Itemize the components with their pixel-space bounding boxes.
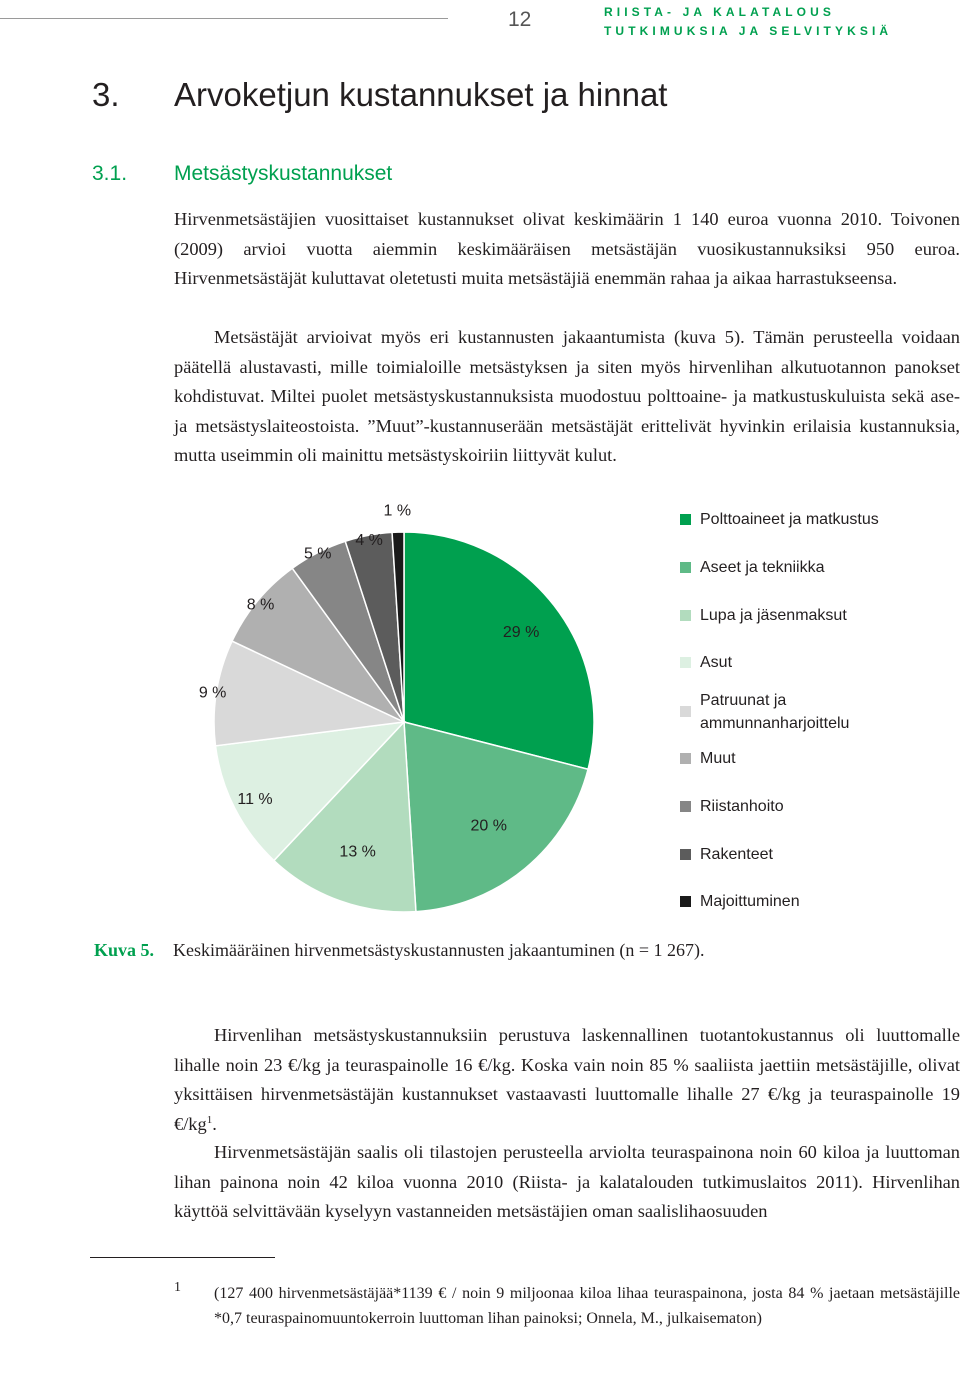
legend-label: Riistanhoito <box>700 798 784 815</box>
caption-label: Kuva 5. <box>94 940 155 960</box>
figure-caption <box>94 940 705 961</box>
slice-data-label: 4 % <box>355 532 383 550</box>
subsection-number: 3.1. <box>92 162 128 185</box>
legend-swatch <box>680 706 691 717</box>
series-title-line2: TUTKIMUKSIA JA SELVITYKSIÄ <box>604 24 893 38</box>
footnote-reference: 1 <box>206 1113 213 1126</box>
legend-swatch <box>680 753 691 764</box>
legend-label: Majoittuminen <box>700 893 800 910</box>
legend-label: Muut <box>700 750 736 767</box>
legend-label: Polttoaineet ja matkustus <box>700 511 879 528</box>
section-number: 3. <box>92 76 120 113</box>
slice-data-label: 13 % <box>339 843 376 861</box>
page-number: 12 <box>508 8 532 31</box>
footnote-text: (127 400 hirvenmetsästäjää*1139 € / noin 9 miljoonaa kiloa lihaa teuraspainona, josta 84 % jaetaan metsästäjille *0,7 teuraspainomuuntokerroin luuttoman lihan painoksi; Onnela, M., julkaisematon) <box>214 1285 960 1327</box>
legend-label: Asut <box>700 654 733 671</box>
subsection-title: Metsästyskustannukset <box>174 162 393 185</box>
paragraph-3-text: Hirvenlihan metsästyskustannuksiin perustuva laskennallinen tuotantokustannus oli luuttomalle lihalle noin 23 €/kg ja teuraspainolle 16 €/kg. Koska vain noin 85 % saaliista jaettiin metsästäjille, olivat yksittäisen hirvenmetsästäjän kustannukset vastaavasti luuttomalle lihalle 27 €/kg ja teuraspainolle 19 €/kg <box>174 1025 960 1134</box>
slice-data-label: 20 % <box>470 817 508 835</box>
slice-data-label: 9 % <box>198 684 227 702</box>
section-title: Arvoketjun kustannukset ja hinnat <box>174 76 668 113</box>
legend-swatch <box>680 849 691 860</box>
legend-swatch <box>680 514 691 525</box>
legend-label: Lupa ja jäsenmaksut <box>700 607 847 624</box>
legend-label: Rakenteet <box>700 846 773 863</box>
series-title-line1: RIISTA- JA KALATALOUS <box>604 5 835 19</box>
legend-label: Patruunat ja ammunnanharjoittelu <box>700 692 850 732</box>
footnote-number: 1 <box>174 1280 181 1295</box>
legend-swatch <box>680 562 691 573</box>
paragraph-4: Hirvenmetsästäjän saalis oli tilastojen perusteella arviolta teuraspainona noin 60 kiloa ja luuttoman lihan painona noin 42 kiloa vuonna 2010 (Riista- ja kalatalouden tutkimuslaitos 2011). Hirvenlihan käyttöä selvittävään kyselyyn vastanneiden metsästäjien oman saalislihaosuuden <box>174 1142 960 1221</box>
header-rule <box>0 18 448 19</box>
slice-data-label: 8 % <box>246 596 275 614</box>
paragraph-2: Metsästäjät arvioivat myös eri kustannusten jakaantumista (kuva 5). Tämän perusteella voidaan päätellä alustavasti, mille toimialoille metsästyksen ja siten myös hirvenlihan alkutuotannon panokset kohdistuvat. Miltei puolet metsästyskustannuksista muodostuu polttoaine- ja matkustuskuluista sekä ase- ja metsästyslaiteostoista. ”Muut”-kustannuserään metsästäjät erittelivät hyvinkin erilaisia kustannuksia, mutta useimmin oli mainittu metsästyskoiriin liittyvät kulut. <box>174 327 960 465</box>
footnote-rule <box>90 1257 275 1258</box>
cost-distribution-pie-chart <box>198 500 634 920</box>
legend-swatch <box>680 896 691 907</box>
slice-data-label: 1 % <box>383 502 412 520</box>
legend-label: Aseet ja tekniikka <box>700 559 825 576</box>
slice-data-label: 5 % <box>303 545 332 563</box>
legend-swatch <box>680 610 691 621</box>
slice-data-label: 11 % <box>237 790 273 808</box>
paragraph-3 <box>174 1021 960 1139</box>
paragraph-1: Hirvenmetsästäjien vuosittaiset kustannukset olivat keskimäärin 1 140 euroa vuonna 2010. Toivonen (2009) arvioi vuotta aiemmin keskimääräisen metsästäjän vuosikustannuksiksi 950 euroa. Hirvenmetsästäjät kuluttavat oletetusti muita metsästäjiä enemmän rahaa ja aikaa harrastukseensa. <box>174 209 960 288</box>
legend-swatch <box>680 657 691 668</box>
paragraph-3-end: . <box>212 1113 217 1134</box>
legend-swatch <box>680 801 691 812</box>
slice-data-label: 29 % <box>502 624 540 642</box>
caption-text: Keskimääräinen hirvenmetsästyskustannusten jakaantuminen (n = 1 267). <box>173 940 705 960</box>
